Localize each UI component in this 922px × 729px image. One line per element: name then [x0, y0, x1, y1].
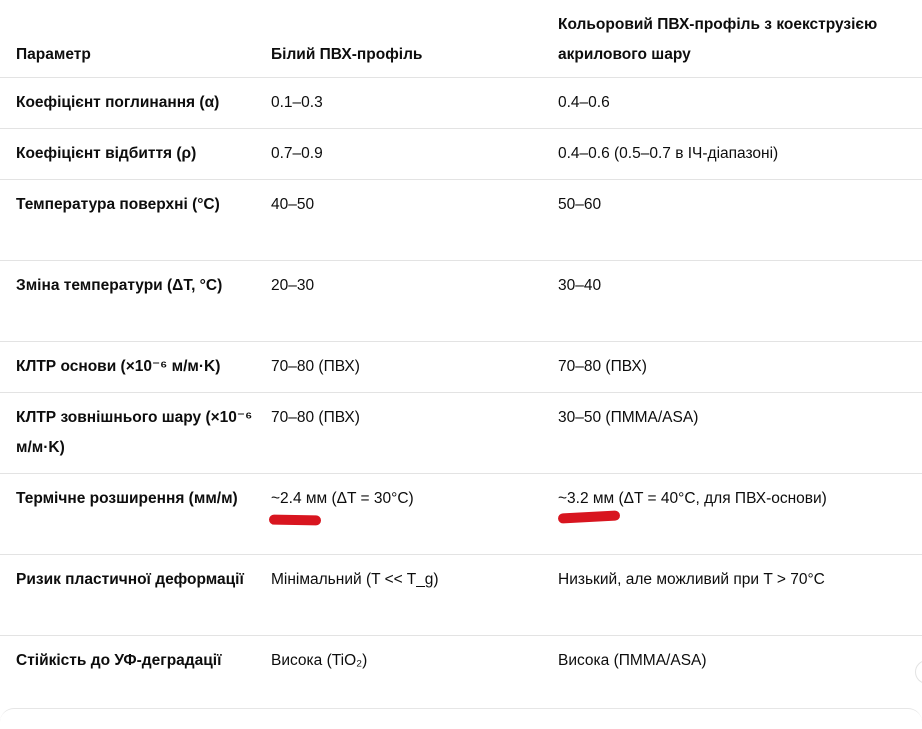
- colored-expansion-note: (ΔT = 40°C, для ПВХ-основи): [614, 489, 827, 507]
- row-white-value: 0.7–0.9: [271, 144, 323, 162]
- header-white-profile: Білий ПВХ-профіль: [271, 45, 423, 63]
- white-expansion-note: (ΔT = 30°C): [327, 489, 414, 507]
- row-parameter: КЛТР основи (×10⁻⁶ м/м·K): [16, 357, 221, 375]
- row-colored-value: 30–50 (ПММА/ASA): [558, 408, 699, 426]
- row-colored-value: 30–40: [558, 276, 602, 294]
- table-row: [0, 473, 922, 554]
- row-white-value: 20–30: [271, 276, 315, 294]
- row-colored-value: 0.4–0.6 (0.5–0.7 в ІЧ-діапазоні): [558, 144, 779, 162]
- table-body: [0, 77, 922, 716]
- row-parameter: Зміна температури (ΔT, °C): [16, 276, 223, 294]
- row-white-value: 40–50: [271, 195, 315, 213]
- table-row: [0, 179, 922, 260]
- table-row: [0, 341, 922, 392]
- table-row: [0, 635, 922, 716]
- row-parameter: Стійкість до УФ-деградації: [16, 651, 222, 669]
- white-expansion-value: ~2.4 мм: [271, 489, 328, 507]
- table-row: [0, 128, 922, 179]
- table-row: [0, 392, 922, 473]
- row-colored-value: 50–60: [558, 195, 602, 213]
- red-underline-mark: [269, 514, 321, 525]
- red-underline-mark: [558, 510, 620, 523]
- row-white-value: 0.1–0.3: [271, 93, 323, 111]
- header-row: [0, 0, 922, 77]
- table-row: [0, 554, 922, 635]
- header-colored-profile: Кольоровий ПВХ-профіль з коекструзією акрилового шару: [558, 15, 878, 63]
- row-colored-value: 0.4–0.6: [558, 93, 610, 111]
- row-white-value: 70–80 (ПВХ): [271, 357, 360, 375]
- message-input-box[interactable]: [0, 708, 922, 729]
- row-white-value: Висока (TiO₂): [271, 651, 368, 669]
- row-parameter: КЛТР зовнішнього шару (×10⁻⁶ м/м·K): [16, 408, 253, 456]
- row-white-value: 70–80 (ПВХ): [271, 408, 360, 426]
- row-parameter: Термічне розширення (мм/м): [16, 489, 238, 507]
- row-white-value: Мінімальний (T << T_g): [271, 570, 439, 588]
- row-colored-value: 70–80 (ПВХ): [558, 357, 647, 375]
- table-row: [0, 260, 922, 341]
- highlighted-value: [558, 484, 614, 514]
- row-parameter: Коефіцієнт поглинання (α): [16, 93, 220, 111]
- highlighted-value: [271, 484, 327, 514]
- table-header: [0, 0, 922, 77]
- header-parameter: Параметр: [16, 45, 91, 63]
- row-parameter: Коефіцієнт відбиття (ρ): [16, 144, 197, 162]
- table-row: [0, 77, 922, 128]
- row-colored-value: [558, 473, 922, 554]
- row-parameter: Ризик пластичної деформації: [16, 570, 244, 588]
- row-colored-value: Висока (ПММА/ASA): [558, 651, 707, 669]
- row-white-value: [271, 473, 558, 554]
- row-parameter: Температура поверхні (°C): [16, 195, 220, 213]
- colored-expansion-value: ~3.2 мм: [558, 489, 615, 507]
- row-colored-value: Низький, але можливий при T > 70°C: [558, 570, 825, 588]
